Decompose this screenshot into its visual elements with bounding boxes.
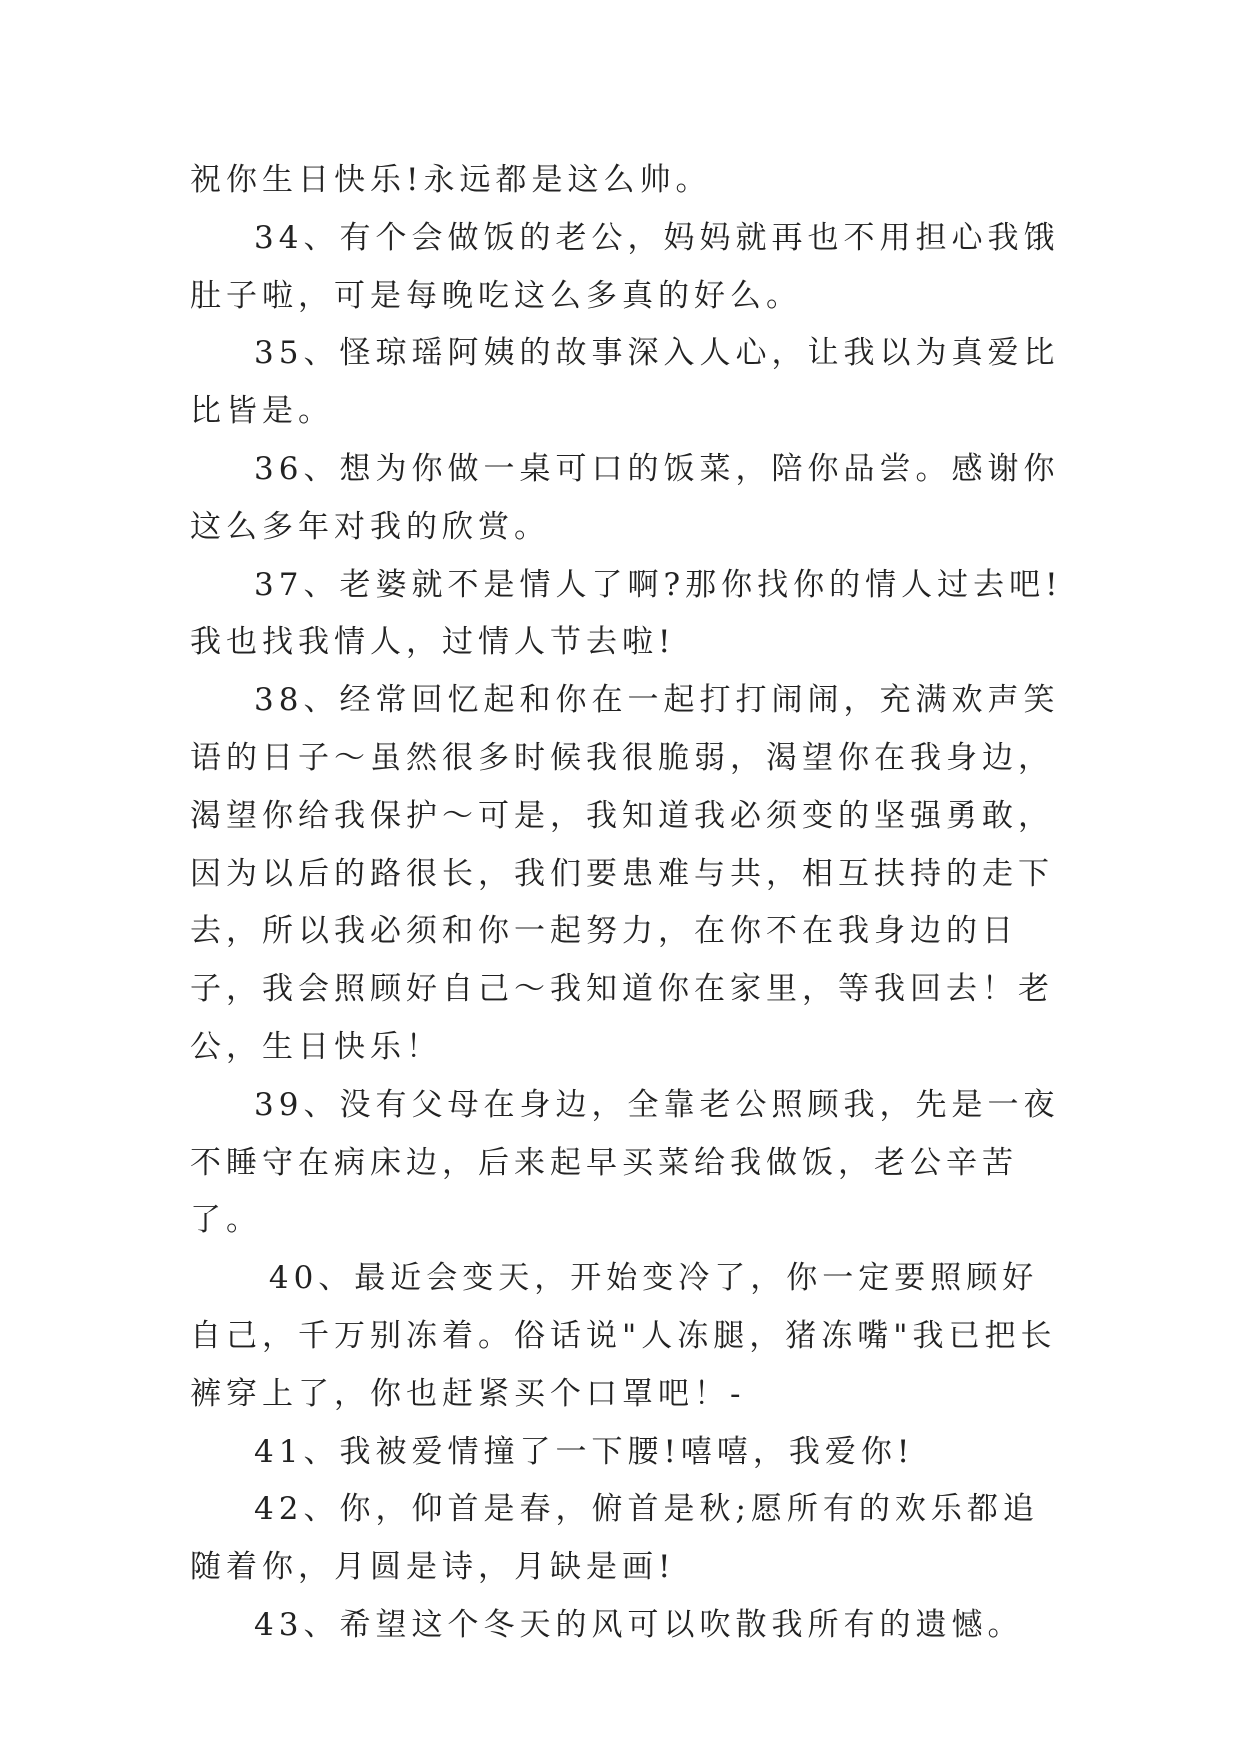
document-body xyxy=(190,152,1070,1655)
paragraph-continuation: 祝你生日快乐!永远都是这么帅。 xyxy=(190,162,712,198)
paragraph-item-41: 41、我被爱情撞了一下腰!嘻嘻，我爱你! xyxy=(254,1433,915,1470)
paragraph-item-35: 35、怪琼瑶阿姨的故事深入人心，让我以为真爱比比皆是。 xyxy=(190,335,1060,430)
paragraph-item-40: 40、最近会变天，开始变冷了，你一定要照顾好自己，千万别冻着。俗话说"人冻腿，猪冻嘴"我已把长裤穿上了，你也赶紧买个口罩吧！- xyxy=(190,1260,1057,1412)
paragraph-item-34: 34、有个会做饭的老公，妈妈就再也不用担心我饿肚子啦，可是每晚吃这么多真的好么。 xyxy=(190,219,1060,314)
paragraph-item-37: 37、老婆就不是情人了啊?那你找你的情人过去吧!我也找我情人，过情人节去啦! xyxy=(190,566,1063,661)
paragraph-item-42: 42、你，仰首是春，俯首是秋;愿所有的欢乐都追随着你，月圆是诗，月缺是画! xyxy=(190,1491,1039,1586)
paragraph-item-39: 39、没有父母在身边，全靠老公照顾我，先是一夜不睡守在病床边，后来起早买菜给我做饭，老公辛苦了。 xyxy=(190,1086,1060,1239)
paragraph-item-36: 36、想为你做一桌可口的饭菜，陪你品尝。感谢你这么多年对我的欣赏。 xyxy=(190,450,1060,545)
paragraph-item-43: 43、希望这个冬天的风可以吹散我所有的遗憾。 xyxy=(254,1606,1024,1643)
paragraph-item-38: 38、经常回忆起和你在一起打打闹闹，充满欢声笑语的日子～虽然很多时候我很脆弱，渴望你在我身边，渴望你给我保护～可是，我知道我必须变的坚强勇敢，因为以后的路很长，我们要患难与共，相互扶持的走下去，所以我必须和你一起努力，在你不在我身边的日子，我会照顾好自己～我知道你在家里，等我回去！老公，生日快乐！ xyxy=(190,682,1060,1065)
